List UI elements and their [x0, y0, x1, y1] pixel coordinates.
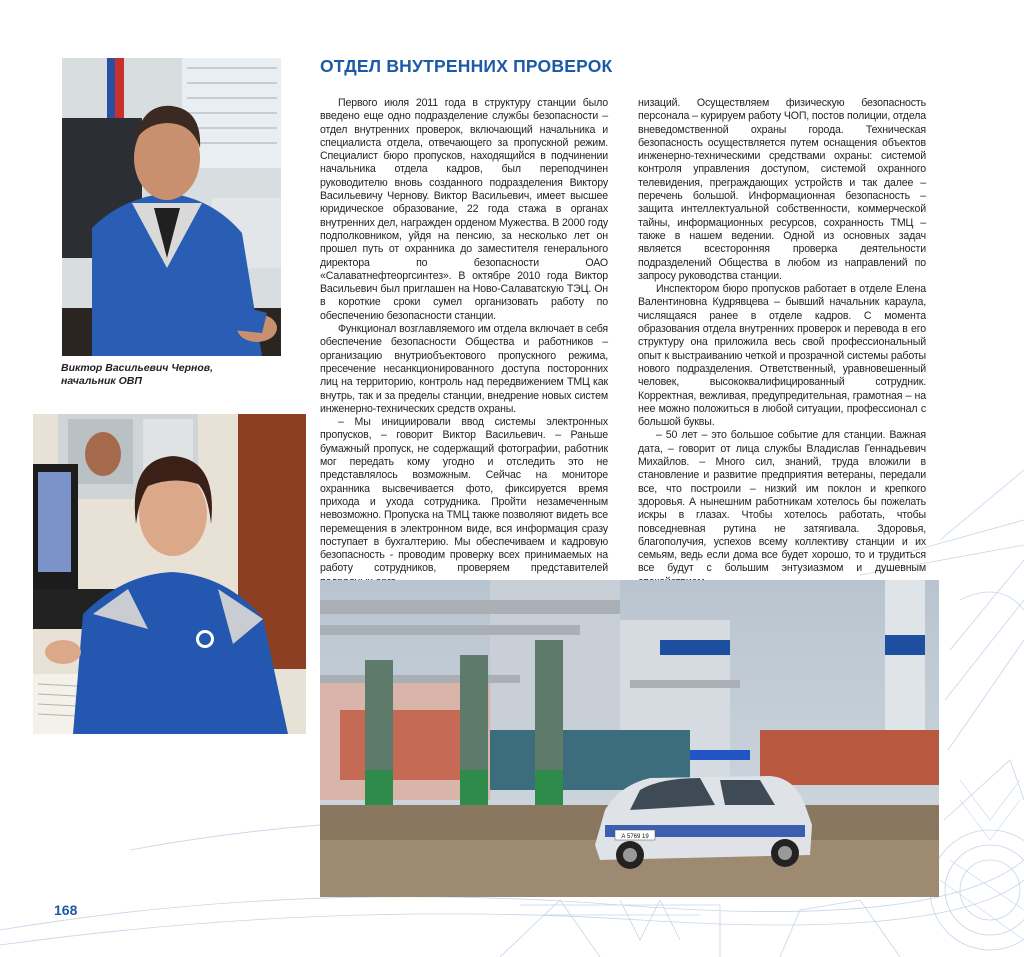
- portrait-photo-chernov: [62, 58, 281, 356]
- paragraph: Функционал возглавляемого им отдела включает в себя обеспечение безопасности Общества и работников – организацию внутриобъектового пропускного режима, пресечение несанкционированного доступа посторонних лиц на территорию, контроль над передвижением ТМЦ как внутрь, так и за пределы станции, внедрение новых систем инженерно-технических средств охраны.: [320, 323, 608, 415]
- paragraph: Первого июля 2011 года в структуру станции было введено еще одно подразделение службы безопасности – отдел внутренних проверок, включающий начальника и специалиста отдела, отвечающего за пропускной режим. Специалист бюро пропусков, находящийся в подчинении начальника отдела кадров, был переподчинен руководителю вновь созданного подразделения Виктору Васильевичу Чернову. Виктор Васильевич, имеет высшее юридическое образование, 22 года стажа в органах внутренних дел, награжден орденом Мужества. В 2000 году подполковником, уйдя на пенсию, за несколько лет он прошел путь от охранника до заместителя генерального директора по безопасности ОАО «Салаватнефтеоргсинтез». В октябре 2010 года Виктор Васильевич был приглашен на Ново-Салаватскую ТЭЦ. Он в короткие сроки сумел организовать работу по обеспечению безопасности станции.: [320, 97, 608, 322]
- text-column-left: [320, 97, 608, 589]
- caption-position: начальник ОВП: [61, 375, 142, 387]
- paragraph: – Мы инициировали ввод системы электронных пропусков, – говорит Виктор Васильевич. – Раньше бумажный пропуск, не содержащий фотографии, работник мог передать кому угодно и отследить это не представлялось возможным. Сейчас на мониторе охранника высвечивается фото, фиксируется время прихода и ухода сотрудника. Пройти незамеченным невозможно. Пропуска на ТМЦ также позволяют видеть все перемещения в электронном виде, вся информация сразу поступает в бухгалтерию. Мы обеспечиваем и кадровую безопасность - проводим проверку всех принимаемых на работу сотрудников, проверяем представителей: [320, 416, 608, 575]
- car-plate-text: А 5769 19: [621, 834, 649, 840]
- caption-name: Виктор Васильевич Чернов,: [61, 362, 214, 374]
- paragraph: низаций. Осуществляем физическую безопасность персонала – курируем работу ЧОП, постов полиции, отдела вневедомственной охраны города. Техническая безопасность осуществляется путем оснащения объектов инженерно-техническими средствами охраны: системой контроля управления доступом, системой охранного телевидения, преграждающих устройств и так далее – перечень большой. Информационная безопасность – защита интеллектуальной собственности, коммерческой тайны, информационных ресурсов, сохранность ТМЦ – также в нашем ведении. Одной из основных задач является всесторонняя проверка деятельности подразделений Общества в любом из направлений по запросу руководства станции.: [638, 97, 926, 282]
- paragraph: Инспектором бюро пропусков работает в отделе Елена Валентиновна Кудрявцева – бывший начальник караула, числящаяся ранее в отделе кадров. С момента образования отдела внутренних проверок и перевода в его структуру она приложила весь свой профессиональный опыт к выстраиванию четкой и прозрачной системы работы нового подразделения. Ответственный, уравновешенный человек, высококвалифицированный сотрудник. Корректная, вежливая, предупредительная, грамотная – на нее можно положиться в любой ситуации, профессионал с большой буквы.: [638, 283, 926, 429]
- paragraph: – 50 лет – это большое событие для станции. Важная дата, – говорит от лица службы Владислав Геннадьевич Михайлов. – Много сил, знаний, труда вложили в становление и развитие предприятия ветераны, передали все, что построили – низкий им поклон и крепкого здоровья. А нынешним работникам хотелось бы пожелать искры в глазах. Чтобы хотелось работать, чтобы повседневная рутина не затягивала. Здоровья, благополучия, успехов всему коллективу станции и их семьям, ведь если дома все будет хорошо, то и трудиться все будут с большим энтузиазмом и душевным: [638, 429, 926, 575]
- photo-caption: [61, 362, 261, 388]
- page-number: 168: [54, 902, 78, 918]
- text-column-right: [638, 97, 926, 589]
- industrial-site-police-car-photo: [320, 580, 939, 897]
- portrait-photo-kudryavtseva: [33, 414, 306, 734]
- page-title: ОТДЕЛ ВНУТРЕННИХ ПРОВЕРОК: [320, 56, 613, 76]
